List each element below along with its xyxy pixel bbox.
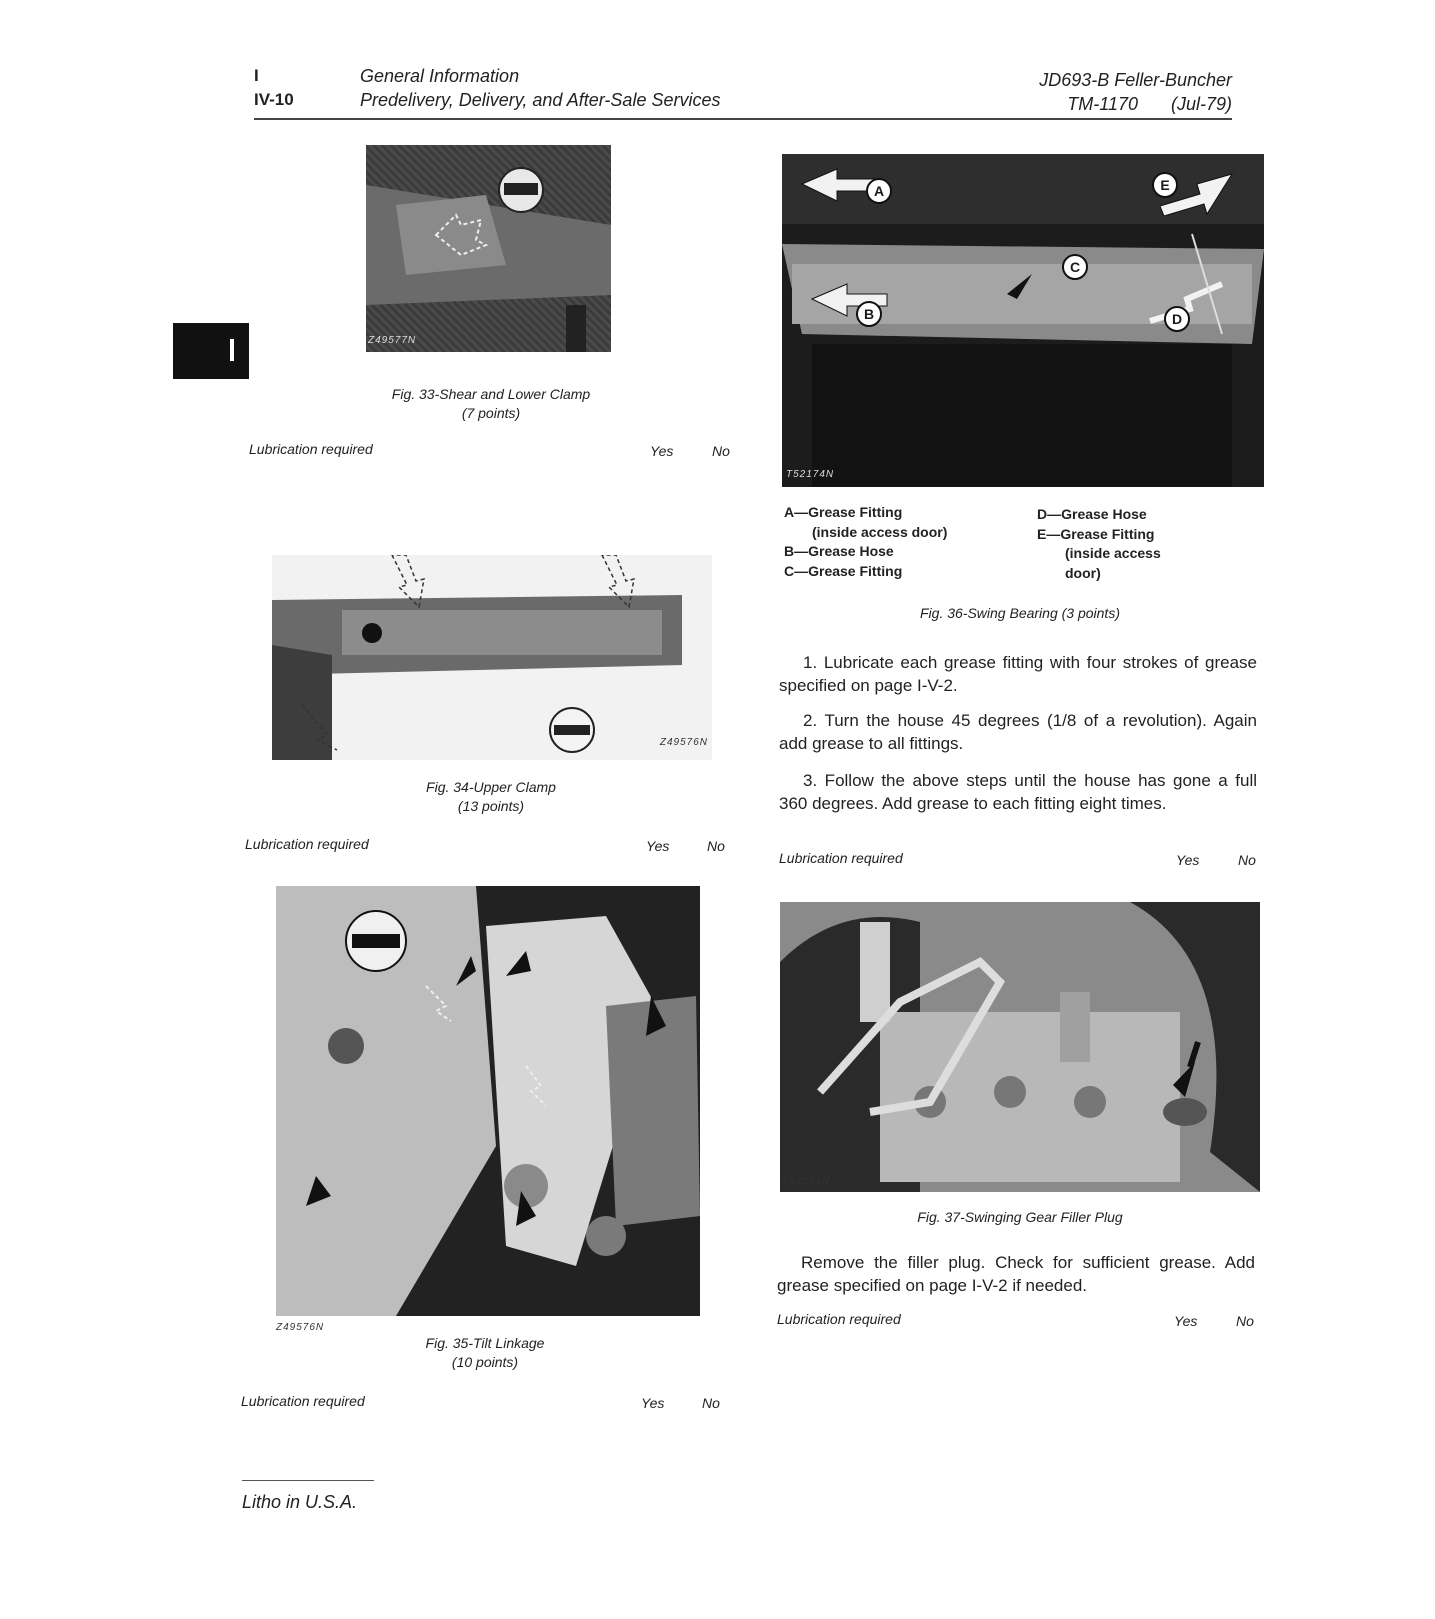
fig35-photo [276,886,700,1316]
fig33-lubrication-label: Lubrication required [249,441,373,457]
legend-item-e-note: (inside access [1065,545,1161,561]
fig33-caption [366,385,616,423]
manual-date: (Jul-79) [1170,94,1232,114]
page-number: IV-10 [254,90,294,109]
fig36-photo [782,154,1264,487]
step-1: 1. Lubricate each grease fitting with four strokes of grease specified on page I-V-2. [779,653,1257,695]
fig34-caption [366,778,616,816]
legend-item-a-note: (inside access door) [812,523,948,540]
footer-litho: Litho in U.S.A. [242,1492,358,1512]
footer-rule [242,1480,374,1481]
fig33-yes-option[interactable]: Yes [650,443,674,459]
step-2: 2. Turn the house 45 degrees (1/8 of a revolution). Again add grease to all fittings. [779,711,1257,753]
fig37-code: T52584N [782,1176,831,1187]
manual-number: TM-1170 [1067,94,1138,114]
legend-item-b: B—Grease Hose [784,543,894,559]
legend-item-c: C—Grease Fitting [784,562,903,579]
fig34-caption-title: Fig. 34-Upper Clamp [426,779,556,795]
fig37-lubrication-label: Lubrication required [777,1311,901,1327]
section-subtitle: Predelivery, Delivery, and After-Sale Services [360,90,721,110]
fig35-caption-points: (10 points) [451,1354,519,1370]
fig37-photo [780,902,1260,1192]
step-3: 3. Follow the above steps until the house has gone a full 360 degrees. Add grease to each fitting eight times. [779,771,1257,813]
fig37-no-option[interactable]: No [1236,1313,1254,1329]
fig36-callout-c: C [1062,254,1088,280]
section-tab [173,323,249,379]
fig34-code: Z49576N [659,737,708,748]
fig36-yes-option[interactable]: Yes [1176,852,1200,868]
fig35-code: Z49576N [276,1322,325,1333]
fig35-caption [360,1334,610,1372]
fig34-caption-points: (13 points) [457,798,525,814]
legend-item-e-note-2: door) [1065,564,1101,581]
filler-instructions: Remove the filler plug. Check for sufficient grease. Add grease specified on page I-V-2 if needed. [777,1253,1255,1295]
fig35-no-option[interactable]: No [702,1395,720,1411]
fig36-callout-d: D [1164,306,1190,332]
fig34-no-option[interactable]: No [707,838,725,854]
legend-item-e: E—Grease Fitting [1037,525,1155,542]
fig36-callout-b: B [856,301,882,327]
fig36-caption: Fig. 36-Swing Bearing (3 points) [920,605,1120,621]
header-rule [254,118,1232,120]
fig36-callout-a: A [866,178,892,204]
fig37-caption: Fig. 37-Swinging Gear Filler Plug [917,1209,1123,1225]
fig33-no-option[interactable]: No [712,443,730,459]
fig33-code: Z49577N [368,335,417,346]
legend-item-d: D—Grease Hose [1037,506,1147,522]
fig33-caption-title: Fig. 33-Shear and Lower Clamp [391,386,591,402]
fig36-lubrication-label: Lubrication required [779,850,903,866]
fig36-legend-left [784,503,947,581]
fig33-caption-points: (7 points) [461,405,521,421]
fig36-code: T52174N [786,469,835,480]
fig36-callout-e: E [1152,172,1178,198]
section-number: I [254,66,259,85]
fig33-photo [366,145,611,352]
fig35-yes-option[interactable]: Yes [641,1395,665,1411]
fig35-lubrication-label: Lubrication required [241,1393,365,1409]
fig37-yes-option[interactable]: Yes [1174,1313,1198,1329]
fig34-photo [272,555,712,760]
fig35-caption-title: Fig. 35-Tilt Linkage [425,1335,545,1351]
section-title: General Information [360,66,520,86]
model-name: JD693-B Feller-Buncher [1039,70,1232,90]
fig36-legend-right [1037,505,1161,583]
fig36-no-option[interactable]: No [1238,852,1256,868]
legend-item-a: A—Grease Fitting [784,504,903,520]
fig34-lubrication-label: Lubrication required [245,836,369,852]
fig34-yes-option[interactable]: Yes [646,838,670,854]
